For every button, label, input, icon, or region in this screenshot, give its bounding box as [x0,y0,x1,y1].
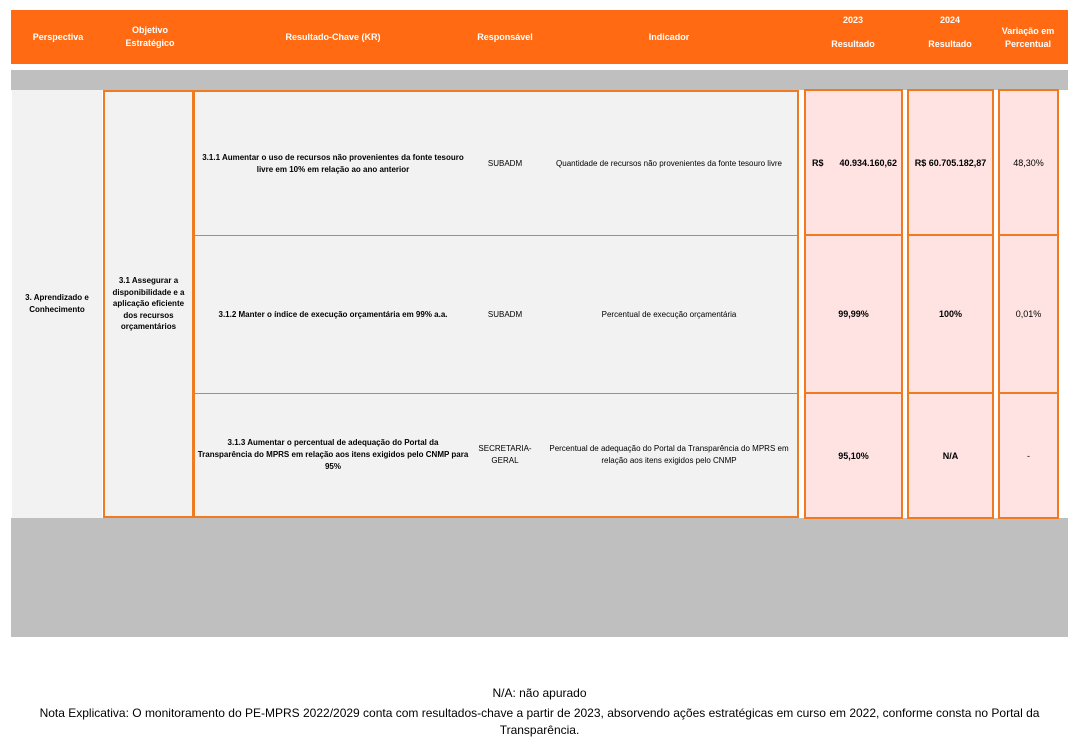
variacao-row-1: 48,30% [998,89,1059,236]
header-resultado-chave: Resultado-Chave (KR) [285,31,381,42]
responsavel-3-1-3: SECRETARIA- GERAL [478,444,532,465]
indicador-3-1-2: Percentual de execução orçamentária [601,309,737,319]
responsavel-3-1-2: SUBADM [487,309,523,319]
header-resultado-2024: Resultado [928,39,972,49]
responsavel-3-1-1: SUBADM [487,158,523,168]
result-2023-row-3: 95,10% [804,392,903,519]
kr-3-1-3: 3.1.3 Aumentar o percentual de adequação do Portal da Transparência do MPRS em relação aos itens exigidos pelo CNMP para 95% [197,438,469,471]
header-year-2023: 2023 [842,15,864,25]
explanatory-note: Nota Explicativa: O monitoramento do PE-MPRS 2022/2029 conta com resultados-chave a partir de 2023, absorvendo ações estratégicas em curso em 2022, conforme consta no Portal da Transparência. [39,706,1040,737]
indicador-3-1-3: Percentual de adequação do Portal da Transparência do MPRS em relação aos itens exigidos pelo CNMP [549,444,789,465]
result-2024-row-2: 100% [907,234,994,394]
result-2024-row-1: R$ 60.705.182,87 [907,89,994,236]
table-header [11,10,1068,64]
header-variacao: Variação em Percentual [1001,26,1055,49]
variacao-row-2: 0,01% [998,234,1059,394]
result-2023-row-1: R$ 40.934.160,62 [804,89,903,236]
perspective-cell: 3. Aprendizado e Conhecimento [12,90,102,518]
header-objetivo: Objetivo Estratégico [125,25,175,48]
kr-3-1-1: 3.1.1 Aumentar o uso de recursos não provenientes da fonte tesouro livre em 10% em relação ao ano anterior [202,152,464,174]
header-resultado-2023: Resultado [831,39,875,49]
header-indicador: Indicador [648,31,690,42]
objective-cell: 3.1 Assegurar a disponibilidade e a aplicação eficiente dos recursos orçamentários [103,90,194,518]
header-year-2024: 2024 [939,15,961,25]
kr-3-1-2: 3.1.2 Manter o índice de execução orçamentária em 99% a.a. [218,309,448,319]
result-2024-row-3: N/A [907,392,994,519]
indicador-3-1-1: Quantidade de recursos não provenientes da fonte tesouro livre [556,158,782,168]
na-note: N/A: não apurado [492,686,587,700]
result-2023-row-2: 99,99% [804,234,903,394]
header-perspectiva: Perspectiva [32,31,84,42]
header-responsavel: Responsável [477,31,533,42]
variacao-row-3: - [998,392,1059,519]
